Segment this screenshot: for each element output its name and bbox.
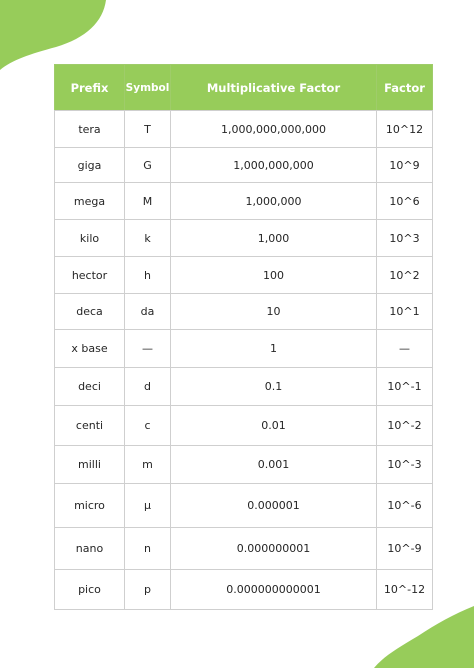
table-row xyxy=(55,528,433,570)
cell-symbol: m xyxy=(125,446,171,484)
cell-factor: 10^-3 xyxy=(377,446,433,484)
table-row xyxy=(55,368,433,406)
cell-symbol: h xyxy=(125,257,171,294)
cell-symbol: M xyxy=(125,183,171,220)
cell-factor: 10^3 xyxy=(377,220,433,257)
cell-prefix: mega xyxy=(55,183,125,220)
cell-prefix: nano xyxy=(55,528,125,570)
cell-factor: 10^-12 xyxy=(377,570,433,610)
cell-multiplicative: 10 xyxy=(171,294,377,330)
cell-prefix: deci xyxy=(55,368,125,406)
header-row xyxy=(55,65,433,111)
cell-prefix: tera xyxy=(55,111,125,148)
cell-prefix: milli xyxy=(55,446,125,484)
cell-multiplicative: 0.01 xyxy=(171,406,377,446)
cell-factor: 10^-2 xyxy=(377,406,433,446)
cell-factor: 10^-1 xyxy=(377,368,433,406)
cell-factor: 10^-9 xyxy=(377,528,433,570)
table-row xyxy=(55,257,433,294)
table-row xyxy=(55,294,433,330)
table-row xyxy=(55,484,433,528)
cell-prefix: centi xyxy=(55,406,125,446)
cell-multiplicative: 100 xyxy=(171,257,377,294)
cell-symbol: n xyxy=(125,528,171,570)
table-row xyxy=(55,111,433,148)
table-row xyxy=(55,183,433,220)
cell-multiplicative: 1,000,000 xyxy=(171,183,377,220)
cell-factor: 10^1 xyxy=(377,294,433,330)
cell-factor: 10^12 xyxy=(377,111,433,148)
table-body xyxy=(55,111,433,610)
cell-prefix: deca xyxy=(55,294,125,330)
cell-prefix: pico xyxy=(55,570,125,610)
cell-symbol: da xyxy=(125,294,171,330)
cell-prefix: giga xyxy=(55,148,125,183)
table-row xyxy=(55,446,433,484)
table-row xyxy=(55,330,433,368)
cell-multiplicative: 1,000 xyxy=(171,220,377,257)
cell-multiplicative: 0.000000001 xyxy=(171,528,377,570)
si-prefix-table xyxy=(54,64,433,610)
cell-multiplicative: 0.000000000001 xyxy=(171,570,377,610)
cell-prefix: x base xyxy=(55,330,125,368)
top-left-blob-shape xyxy=(0,0,106,70)
cell-prefix: kilo xyxy=(55,220,125,257)
top-left-decorative-blob xyxy=(0,0,110,72)
cell-multiplicative: 1,000,000,000,000 xyxy=(171,111,377,148)
cell-symbol: — xyxy=(125,330,171,368)
cell-symbol: G xyxy=(125,148,171,183)
table-row xyxy=(55,570,433,610)
cell-factor: 10^6 xyxy=(377,183,433,220)
cell-multiplicative: 0.000001 xyxy=(171,484,377,528)
bottom-right-blob-shape xyxy=(374,606,474,668)
cell-multiplicative: 0.001 xyxy=(171,446,377,484)
cell-symbol: p xyxy=(125,570,171,610)
cell-factor: 10^-6 xyxy=(377,484,433,528)
header-prefix: Prefix xyxy=(55,65,125,111)
cell-factor: 10^2 xyxy=(377,257,433,294)
cell-multiplicative: 0.1 xyxy=(171,368,377,406)
table-row xyxy=(55,148,433,183)
cell-symbol: k xyxy=(125,220,171,257)
cell-factor: 10^9 xyxy=(377,148,433,183)
table-header xyxy=(55,65,433,111)
cell-multiplicative: 1 xyxy=(171,330,377,368)
header-factor: Factor xyxy=(377,65,433,111)
cell-symbol: μ xyxy=(125,484,171,528)
cell-multiplicative: 1,000,000,000 xyxy=(171,148,377,183)
table-row xyxy=(55,406,433,446)
cell-symbol: c xyxy=(125,406,171,446)
header-multiplicative-factor: Multiplicative Factor xyxy=(171,65,377,111)
cell-symbol: d xyxy=(125,368,171,406)
cell-prefix: hector xyxy=(55,257,125,294)
table-row xyxy=(55,220,433,257)
cell-prefix: micro xyxy=(55,484,125,528)
cell-factor: — xyxy=(377,330,433,368)
header-symbol: Symbol xyxy=(125,65,171,111)
bottom-right-decorative-blob xyxy=(374,606,474,668)
cell-symbol: T xyxy=(125,111,171,148)
